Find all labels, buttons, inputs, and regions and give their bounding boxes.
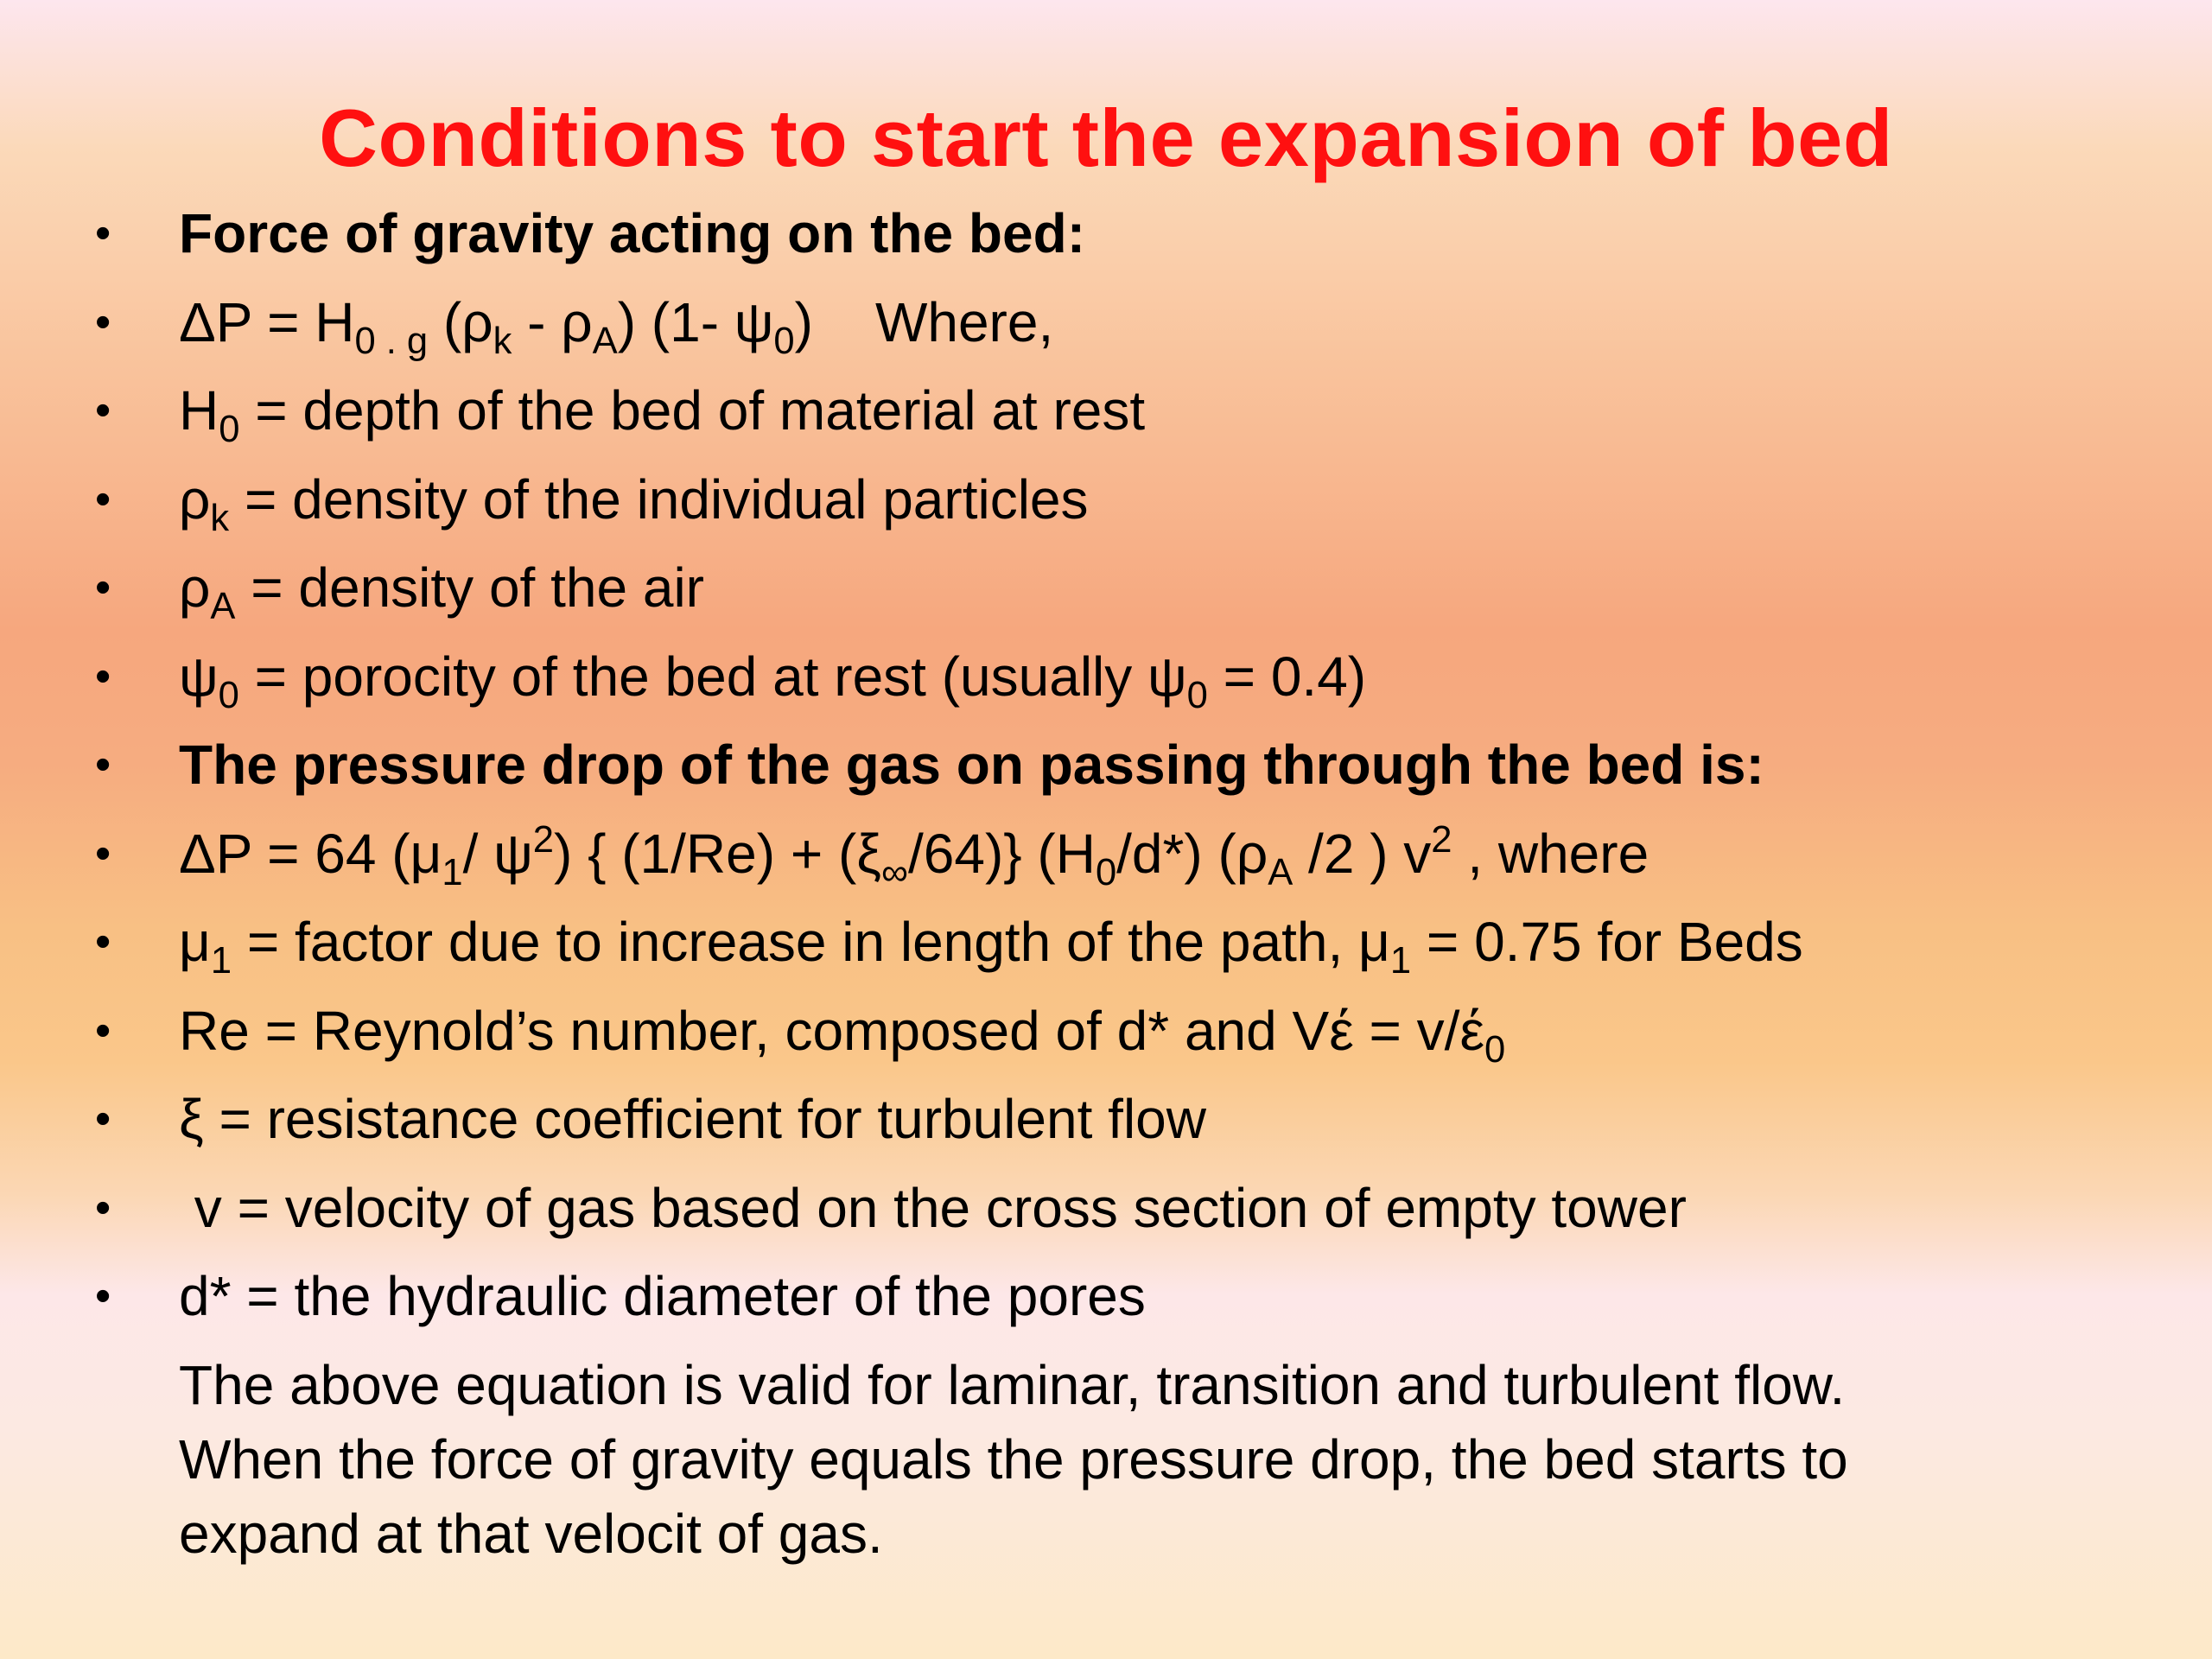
eq-subscript: 0 [1095, 851, 1117, 893]
eq-text: /d*) (ρ [1116, 822, 1268, 885]
eq-subscript: A [1268, 851, 1294, 893]
eq-subscript: k [493, 320, 512, 362]
gravity-equation [179, 278, 1053, 367]
eq-text: / ψ [462, 822, 533, 885]
closing-line: expand at that velocit of gas. [179, 1503, 883, 1565]
bullet-point: • [95, 1182, 111, 1233]
bullet-point: • [95, 740, 111, 790]
list-item [0, 455, 2212, 544]
closing-line: When the force of gravity equals the pressure drop, the bed starts to [179, 1428, 1848, 1491]
definition-h0 [179, 366, 1145, 455]
list-item [0, 632, 2212, 721]
closing-paragraph [179, 1348, 2166, 1571]
bullet-point: • [95, 208, 111, 258]
symbol: ρ [179, 556, 211, 619]
definition-v: v = velocity of gas based on the cross section of empty tower [179, 1176, 1687, 1239]
list-item [0, 1075, 2212, 1164]
list-item [0, 278, 2212, 367]
definition-rho-k [179, 455, 1089, 544]
definition-re [179, 987, 1505, 1076]
bullet-point: • [95, 917, 111, 967]
bullet-point: • [95, 1271, 111, 1321]
eq-text: , where [1452, 822, 1649, 885]
bullet-point: • [95, 563, 111, 613]
definition-text: = 0.75 for Beds [1411, 911, 1803, 973]
eq-superscript: 2 [1431, 818, 1452, 861]
definition-text: = porocity of the bed at rest (usually ψ [238, 645, 1187, 708]
eq-subscript: ∞ [880, 851, 908, 893]
eq-text: ) { (1/Re) + (ξ [553, 822, 881, 885]
symbol-subscript: 0 [219, 408, 240, 450]
definition-text: = factor due to increase in length of the path, μ [232, 911, 1390, 973]
bullet-point: • [95, 1094, 111, 1144]
bullet-point: • [95, 296, 111, 347]
bullet-point: • [95, 828, 111, 879]
eq-text: ΔP = 64 (μ [179, 822, 442, 885]
eq-text: ) (1- ψ [617, 290, 774, 353]
list-item [0, 898, 2212, 987]
symbol-subscript: 0 [1186, 674, 1208, 716]
eq-subscript: A [592, 320, 618, 362]
definition-rho-a [179, 543, 704, 632]
symbol: ρ [179, 467, 211, 531]
symbol-subscript: 0 [218, 674, 239, 716]
list-item [0, 810, 2212, 899]
definition-d-star: d* = the hydraulic diameter of the pores [179, 1265, 1146, 1327]
eq-text: - ρ [512, 290, 593, 353]
list-item [0, 987, 2212, 1076]
eq-text: ΔP = H [179, 290, 355, 353]
list-item [0, 366, 2212, 455]
pressure-drop-equation [179, 810, 1649, 899]
definition-text: = density of the air [235, 556, 704, 619]
definition-mu1 [179, 898, 1803, 987]
bullet-point: • [95, 385, 111, 435]
definition-text: = density of the individual particles [229, 467, 1089, 531]
bullet-heading-gravity: Force of gravity acting on the bed: [179, 202, 1085, 264]
list-item [0, 1164, 2212, 1253]
bullet-heading-pressure-drop: The pressure drop of the gas on passing through the bed is: [179, 734, 1764, 796]
eq-subscript: 0 [773, 320, 795, 362]
symbol-subscript: 1 [210, 939, 232, 982]
list-item [0, 543, 2212, 632]
bullet-point: • [95, 1005, 111, 1056]
eq-superscript: 2 [532, 818, 554, 861]
eq-subscript: 1 [442, 851, 463, 893]
symbol: H [179, 379, 219, 442]
definition-psi0 [179, 632, 1366, 721]
slide-title: Conditions to start the expansion of bed [319, 92, 1893, 183]
definition-xi: ξ = resistance coefficient for turbulent flow [179, 1088, 1206, 1150]
bullet-point: • [95, 651, 111, 702]
symbol-subscript: 0 [1484, 1028, 1506, 1071]
bullet-list [0, 189, 2212, 1341]
eq-subscript: 0 . g [354, 320, 429, 362]
definition-text: = depth of the bed of material at rest [239, 379, 1146, 442]
symbol: μ [179, 911, 211, 973]
bullet-point: • [95, 474, 111, 524]
eq-text: (ρ [428, 290, 493, 353]
symbol-subscript: 1 [1389, 939, 1412, 982]
list-item [0, 721, 2212, 810]
closing-line: The above equation is valid for laminar, transition and turbulent flow. [179, 1354, 1846, 1416]
definition-text: = 0.4) [1207, 645, 1367, 708]
eq-text: ) [794, 290, 813, 353]
eq-text: /2 ) v [1293, 822, 1432, 885]
symbol-subscript: A [210, 585, 236, 627]
definition-text: Re = Reynold’s number, composed of d* and Vέ = v/έ [179, 999, 1484, 1062]
eq-text: /64)} (H [907, 822, 1096, 885]
symbol: ψ [179, 645, 219, 708]
where-label: Where, [874, 290, 1054, 353]
list-item [0, 189, 2212, 278]
symbol-subscript: k [210, 497, 230, 539]
list-item [0, 1252, 2212, 1341]
